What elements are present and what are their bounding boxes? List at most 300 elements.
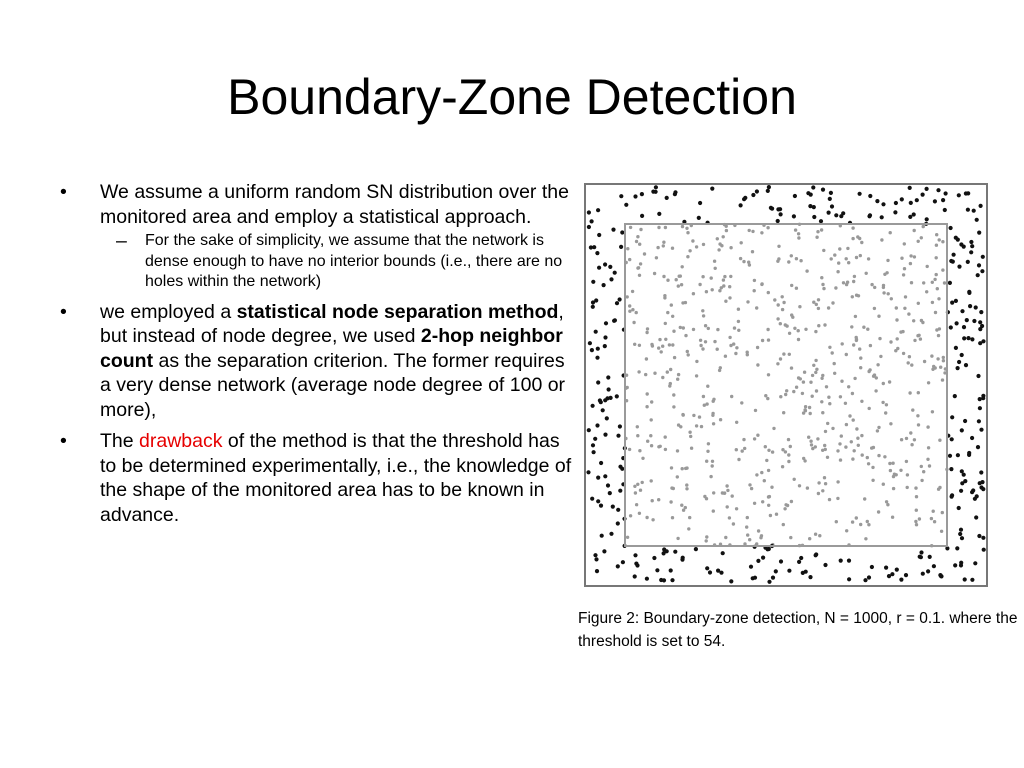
- interior-node: [859, 356, 862, 359]
- interior-node: [745, 525, 748, 528]
- interior-node: [711, 288, 714, 291]
- interior-node: [628, 310, 631, 313]
- interior-node: [704, 340, 707, 343]
- interior-node: [646, 392, 649, 395]
- boundary-node: [955, 321, 959, 325]
- interior-node: [628, 304, 631, 307]
- interior-node: [915, 495, 918, 498]
- boundary-node: [619, 245, 623, 249]
- boundary-node: [936, 188, 940, 192]
- boundary-node: [729, 579, 733, 583]
- interior-node: [926, 425, 929, 428]
- interior-node: [840, 434, 843, 437]
- interior-node: [629, 514, 632, 517]
- boundary-node: [963, 577, 967, 581]
- interior-node: [814, 533, 817, 536]
- boundary-node: [944, 191, 948, 195]
- interior-node: [684, 334, 687, 337]
- interior-node: [913, 438, 916, 441]
- interior-node: [812, 364, 815, 367]
- interior-node: [942, 359, 945, 362]
- interior-node: [685, 227, 688, 230]
- interior-node: [847, 385, 850, 388]
- boundary-node: [591, 305, 595, 309]
- boundary-node: [590, 497, 594, 501]
- interior-node: [664, 226, 667, 229]
- interior-node: [685, 483, 688, 486]
- interior-node: [643, 252, 646, 255]
- boundary-node: [767, 580, 771, 584]
- boundary-node: [956, 238, 960, 242]
- interior-node: [910, 443, 913, 446]
- interior-node: [931, 281, 934, 284]
- bullet-text: We assume a uniform random SN distribution over the monitored area and employ a statistical approach.: [100, 181, 569, 228]
- interior-node: [705, 460, 708, 463]
- interior-node: [707, 327, 710, 330]
- interior-node: [656, 246, 659, 249]
- boundary-node: [932, 564, 936, 568]
- boundary-node: [618, 424, 622, 428]
- interior-node: [927, 446, 930, 449]
- boundary-node: [966, 208, 970, 212]
- interior-node: [907, 361, 910, 364]
- interior-node: [919, 337, 922, 340]
- interior-node: [900, 438, 903, 441]
- boundary-node: [819, 219, 823, 223]
- interior-node: [934, 311, 937, 314]
- interior-node: [817, 481, 820, 484]
- boundary-node: [799, 556, 803, 560]
- boundary-node: [586, 470, 590, 474]
- interior-node: [719, 418, 722, 421]
- boundary-node: [749, 565, 753, 569]
- boundary-node: [590, 348, 594, 352]
- interior-node: [671, 516, 674, 519]
- boundary-node: [950, 415, 954, 419]
- boundary-node: [899, 578, 903, 582]
- boundary-node: [673, 192, 677, 196]
- interior-node: [676, 475, 679, 478]
- interior-node: [677, 423, 680, 426]
- interior-node: [866, 520, 869, 523]
- interior-node: [726, 505, 729, 508]
- boundary-node: [909, 201, 913, 205]
- interior-node: [830, 257, 833, 260]
- figure-background: [584, 183, 988, 587]
- interior-node: [635, 311, 638, 314]
- interior-node: [821, 283, 824, 286]
- interior-node: [710, 276, 713, 279]
- interior-node: [626, 247, 629, 250]
- interior-node: [669, 500, 672, 503]
- interior-node: [836, 270, 839, 273]
- boundary-node: [594, 330, 598, 334]
- boundary-node: [603, 433, 607, 437]
- boundary-node: [613, 271, 617, 275]
- boundary-node: [959, 528, 963, 532]
- interior-node: [702, 243, 705, 246]
- interior-node: [723, 491, 726, 494]
- interior-node: [857, 294, 860, 297]
- boundary-node: [960, 536, 964, 540]
- interior-node: [725, 484, 728, 487]
- interior-node: [705, 497, 708, 500]
- interior-node: [925, 290, 928, 293]
- interior-node: [881, 401, 884, 404]
- interior-node: [846, 247, 849, 250]
- boundary-node: [595, 251, 599, 255]
- interior-node: [631, 308, 634, 311]
- interior-node: [739, 257, 742, 260]
- interior-node: [933, 520, 936, 523]
- boundary-node: [966, 260, 970, 264]
- interior-node: [864, 537, 867, 540]
- interior-node: [706, 450, 709, 453]
- boundary-node: [960, 481, 964, 485]
- interior-node: [668, 343, 671, 346]
- interior-node: [914, 486, 917, 489]
- interior-node: [747, 261, 750, 264]
- boundary-node: [962, 245, 966, 249]
- bullet-marker: •: [60, 300, 67, 323]
- interior-node: [836, 480, 839, 483]
- interior-node: [750, 487, 753, 490]
- boundary-node: [960, 353, 964, 357]
- interior-node: [903, 242, 906, 245]
- boundary-node: [978, 481, 982, 485]
- interior-node: [726, 489, 729, 492]
- interior-node: [756, 434, 759, 437]
- interior-node: [936, 357, 939, 360]
- interior-node: [773, 298, 776, 301]
- boundary-node: [710, 187, 714, 191]
- boundary-node: [976, 445, 980, 449]
- interior-node: [821, 411, 824, 414]
- boundary-node: [925, 187, 929, 191]
- interior-node: [713, 260, 716, 263]
- interior-node: [676, 537, 679, 540]
- interior-node: [938, 238, 941, 241]
- boundary-node: [951, 260, 955, 264]
- interior-node: [675, 278, 678, 281]
- boundary-node: [868, 194, 872, 198]
- interior-node: [743, 447, 746, 450]
- interior-node: [756, 346, 759, 349]
- interior-node: [920, 479, 923, 482]
- interior-node: [637, 370, 640, 373]
- boundary-node: [957, 193, 961, 197]
- interior-node: [853, 449, 856, 452]
- interior-node: [799, 259, 802, 262]
- interior-node: [775, 513, 778, 516]
- interior-node: [909, 254, 912, 257]
- boundary-node: [981, 536, 985, 540]
- bullet-marker: •: [60, 430, 67, 452]
- interior-node: [651, 499, 654, 502]
- interior-node: [936, 287, 939, 290]
- interior-node: [912, 319, 915, 322]
- interior-node: [874, 389, 877, 392]
- interior-node: [753, 279, 756, 282]
- interior-node: [753, 502, 756, 505]
- interior-node: [729, 275, 732, 278]
- interior-node: [887, 292, 890, 295]
- interior-node: [889, 340, 892, 343]
- interior-node: [852, 343, 855, 346]
- boundary-node: [697, 216, 701, 220]
- boundary-node: [821, 188, 825, 192]
- interior-node: [746, 533, 749, 536]
- boundary-node: [943, 208, 947, 212]
- interior-node: [751, 230, 754, 233]
- interior-node: [659, 445, 662, 448]
- interior-node: [669, 368, 672, 371]
- interior-node: [815, 389, 818, 392]
- boundary-node: [979, 204, 983, 208]
- interior-node: [914, 520, 917, 523]
- boundary-node: [957, 506, 961, 510]
- boundary-node: [604, 321, 608, 325]
- boundary-node: [633, 553, 637, 557]
- boundary-node: [814, 553, 818, 557]
- interior-node: [644, 373, 647, 376]
- interior-node: [724, 355, 727, 358]
- boundary-node: [603, 262, 607, 266]
- interior-node: [811, 374, 814, 377]
- interior-node: [858, 237, 861, 240]
- boundary-node: [827, 211, 831, 215]
- interior-node: [904, 295, 907, 298]
- interior-node: [931, 410, 934, 413]
- boundary-node: [978, 406, 982, 410]
- interior-node: [735, 507, 738, 510]
- interior-node: [797, 329, 800, 332]
- interior-node: [641, 481, 644, 484]
- boundary-node: [973, 561, 977, 565]
- boundary-node: [969, 250, 973, 254]
- interior-node: [787, 460, 790, 463]
- boundary-node: [593, 553, 597, 557]
- interior-node: [863, 497, 866, 500]
- interior-node: [913, 339, 916, 342]
- boundary-node: [921, 193, 925, 197]
- boundary-node: [908, 215, 912, 219]
- interior-node: [820, 400, 823, 403]
- interior-node: [809, 381, 812, 384]
- sub-bullet-text: For the sake of simplicity, we assume that the network is dense enough to have no interior bounds (i.e., there are no holes within the network): [145, 232, 563, 290]
- interior-node: [767, 504, 770, 507]
- interior-node: [823, 444, 826, 447]
- boundary-node: [779, 212, 783, 216]
- interior-node: [755, 306, 758, 309]
- interior-node: [731, 494, 734, 497]
- boundary-node: [974, 515, 978, 519]
- boundary-node: [620, 230, 624, 234]
- interior-node: [856, 437, 859, 440]
- boundary-node: [797, 560, 801, 564]
- interior-node: [851, 520, 854, 523]
- boundary-node: [839, 214, 843, 218]
- boundary-node: [956, 453, 960, 457]
- interior-node: [655, 256, 658, 259]
- boundary-node: [640, 192, 644, 196]
- interior-node: [728, 336, 731, 339]
- interior-node: [712, 509, 715, 512]
- interior-node: [883, 455, 886, 458]
- interior-node: [636, 425, 639, 428]
- interior-node: [931, 301, 934, 304]
- interior-node: [638, 512, 641, 515]
- interior-node: [756, 363, 759, 366]
- boundary-node: [665, 549, 669, 553]
- boundary-node: [954, 299, 958, 303]
- boundary-node: [964, 191, 968, 195]
- boundary-node: [863, 578, 867, 582]
- interior-node: [838, 442, 841, 445]
- boundary-node: [858, 192, 862, 196]
- interior-node: [681, 301, 684, 304]
- boundary-node: [591, 404, 595, 408]
- interior-node: [871, 479, 874, 482]
- interior-node: [728, 516, 731, 519]
- interior-node: [917, 302, 920, 305]
- interior-node: [842, 281, 845, 284]
- interior-node: [896, 337, 899, 340]
- boundary-node: [751, 193, 755, 197]
- bullet-marker: •: [60, 181, 67, 203]
- interior-node: [892, 487, 895, 490]
- boundary-node: [970, 578, 974, 582]
- interior-node: [845, 423, 848, 426]
- interior-node: [787, 453, 790, 456]
- boundary-zone-figure: [584, 183, 988, 587]
- interior-node: [650, 444, 653, 447]
- interior-node: [906, 486, 909, 489]
- boundary-node: [616, 564, 620, 568]
- interior-node: [935, 244, 938, 247]
- interior-node: [711, 464, 714, 467]
- boundary-node: [868, 213, 872, 217]
- interior-node: [920, 465, 923, 468]
- interior-node: [836, 497, 839, 500]
- boundary-node: [956, 366, 960, 370]
- boundary-node: [963, 419, 967, 423]
- interior-node: [831, 427, 834, 430]
- interior-node: [725, 225, 728, 228]
- interior-node: [891, 516, 894, 519]
- boundary-node: [952, 253, 956, 257]
- boundary-node: [619, 194, 623, 198]
- interior-node: [679, 326, 682, 329]
- boundary-node: [959, 489, 963, 493]
- interior-node: [867, 523, 870, 526]
- interior-node: [935, 233, 938, 236]
- interior-node: [777, 245, 780, 248]
- interior-node: [740, 401, 743, 404]
- interior-node: [895, 318, 898, 321]
- boundary-node: [919, 555, 923, 559]
- interior-node: [792, 390, 795, 393]
- interior-node: [673, 356, 676, 359]
- boundary-node: [928, 555, 932, 559]
- boundary-node: [915, 198, 919, 202]
- boundary-node: [698, 201, 702, 205]
- boundary-node: [938, 573, 942, 577]
- interior-node: [688, 431, 691, 434]
- boundary-node: [603, 335, 607, 339]
- interior-node: [859, 254, 862, 257]
- boundary-node: [587, 225, 591, 229]
- interior-node: [872, 446, 875, 449]
- interior-node: [848, 414, 851, 417]
- boundary-node: [633, 194, 637, 198]
- boundary-node: [950, 301, 954, 305]
- interior-node: [865, 272, 868, 275]
- interior-node: [712, 491, 715, 494]
- interior-node: [716, 348, 719, 351]
- boundary-node: [949, 226, 953, 230]
- interior-node: [661, 376, 664, 379]
- interior-node: [818, 534, 821, 537]
- interior-node: [687, 527, 690, 530]
- interior-node: [748, 229, 751, 232]
- boundary-node: [977, 419, 981, 423]
- interior-node: [889, 469, 892, 472]
- boundary-node: [665, 196, 669, 200]
- interior-node: [698, 415, 701, 418]
- boundary-node: [884, 566, 888, 570]
- interior-node: [882, 483, 885, 486]
- interior-node: [789, 536, 792, 539]
- interior-node: [685, 466, 688, 469]
- interior-node: [882, 284, 885, 287]
- interior-node: [827, 396, 830, 399]
- interior-node: [807, 436, 810, 439]
- boundary-node: [662, 578, 666, 582]
- boundary-node: [975, 218, 979, 222]
- interior-node: [718, 289, 721, 292]
- boundary-node: [979, 310, 983, 314]
- interior-node: [809, 412, 812, 415]
- boundary-node: [595, 569, 599, 573]
- interior-node: [766, 397, 769, 400]
- interior-node: [672, 330, 675, 333]
- interior-node: [692, 328, 695, 331]
- boundary-node: [977, 534, 981, 538]
- interior-node: [766, 226, 769, 229]
- boundary-node: [968, 304, 972, 308]
- interior-node: [940, 530, 943, 533]
- interior-node: [767, 373, 770, 376]
- interior-node: [691, 239, 694, 242]
- interior-node: [845, 529, 848, 532]
- boundary-node: [908, 186, 912, 190]
- interior-node: [853, 275, 856, 278]
- interior-node: [795, 257, 798, 260]
- interior-node: [746, 300, 749, 303]
- boundary-node: [598, 398, 602, 402]
- boundary-node: [753, 576, 757, 580]
- boundary-node: [949, 467, 953, 471]
- interior-node: [650, 418, 653, 421]
- interior-node: [686, 231, 689, 234]
- interior-node: [651, 344, 654, 347]
- boundary-node: [900, 197, 904, 201]
- boundary-node: [594, 298, 598, 302]
- interior-node: [678, 275, 681, 278]
- boundary-node: [616, 521, 620, 525]
- interior-node: [922, 225, 925, 228]
